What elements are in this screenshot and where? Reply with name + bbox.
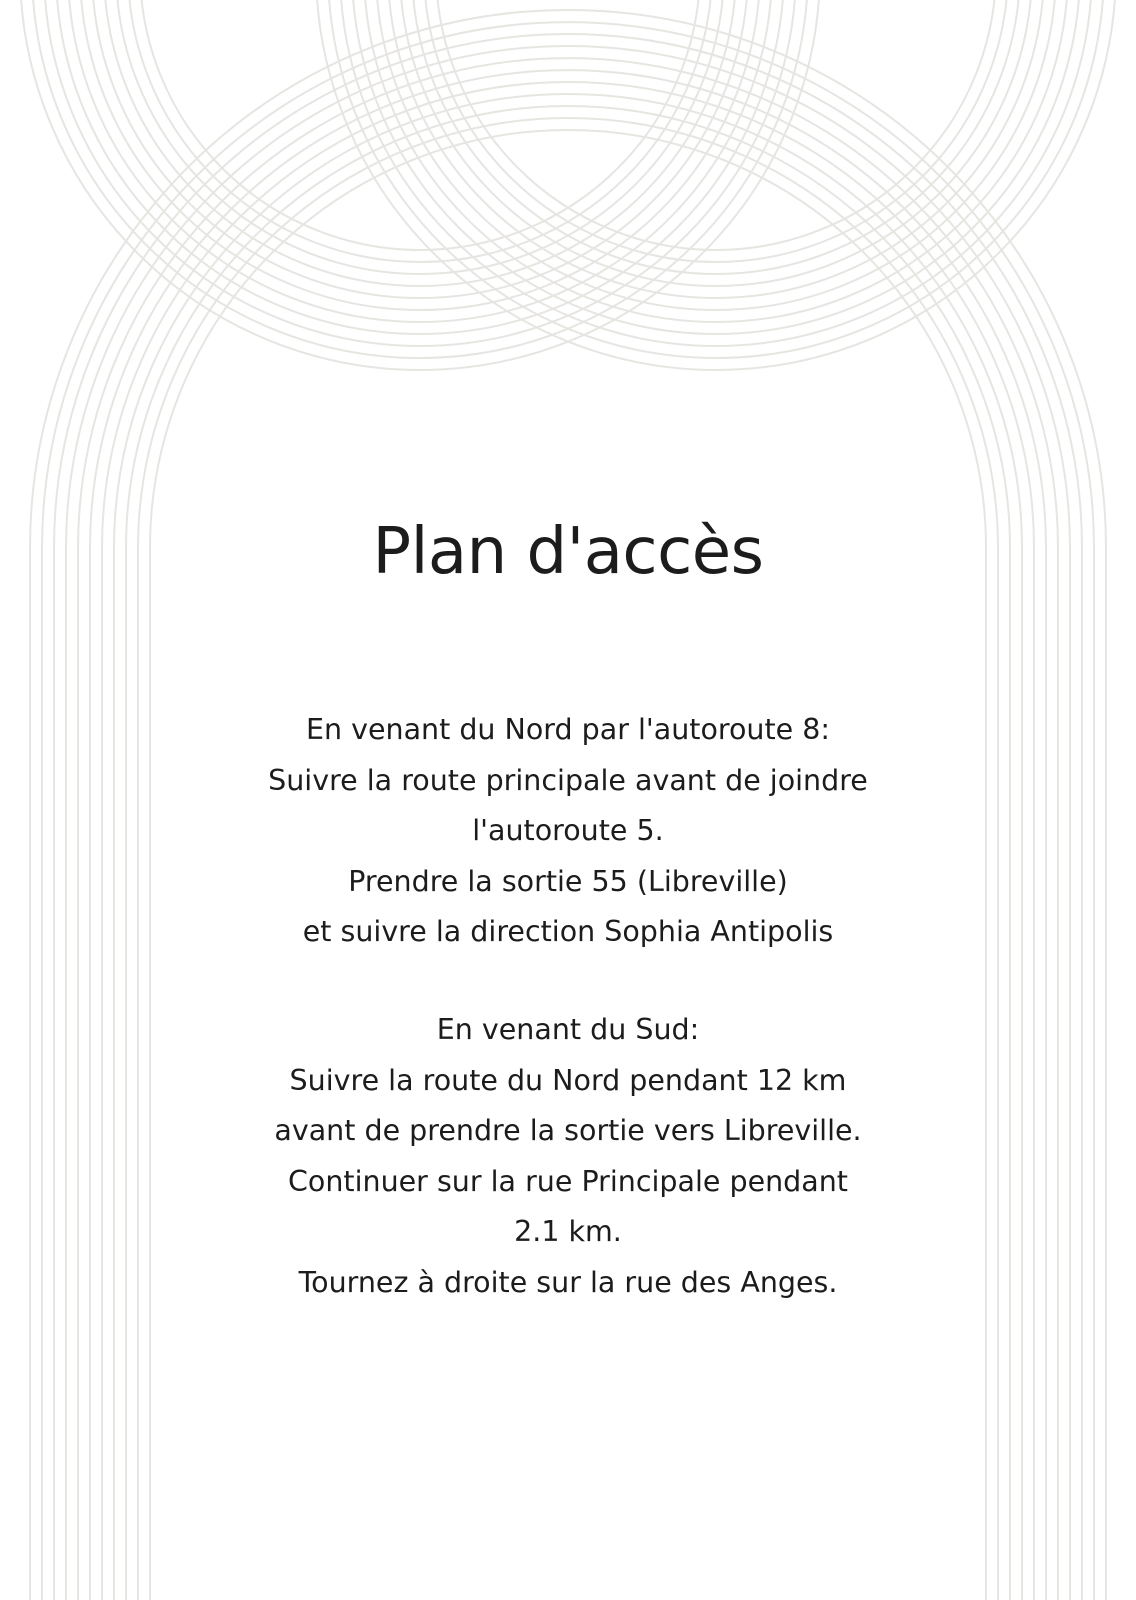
directions-from-north — [0, 705, 1136, 958]
direction-line: En venant du Nord par l'autoroute 8: — [305, 713, 830, 746]
direction-line: 2.1 km. — [514, 1215, 622, 1248]
direction-line: Continuer sur la rue Principale pendant — [288, 1164, 848, 1198]
direction-line: Suivre la route principale avant de joindre — [268, 763, 868, 797]
direction-line: avant de prendre la sortie vers Libreville. — [274, 1114, 862, 1147]
directions-from-south — [0, 1005, 1136, 1308]
direction-line: Prendre la sortie 55 (Libreville) — [348, 864, 788, 898]
page-title: Plan d'accès — [372, 515, 764, 589]
direction-line: l'autoroute 5. — [472, 814, 664, 847]
direction-line: et suivre la direction Sophia Antipolis — [302, 915, 834, 948]
direction-line: Tournez à droite sur la rue des Anges. — [298, 1265, 838, 1299]
direction-line: En venant du Sud: — [436, 1013, 700, 1046]
direction-line: Suivre la route du Nord pendant 12 km — [289, 1063, 847, 1097]
